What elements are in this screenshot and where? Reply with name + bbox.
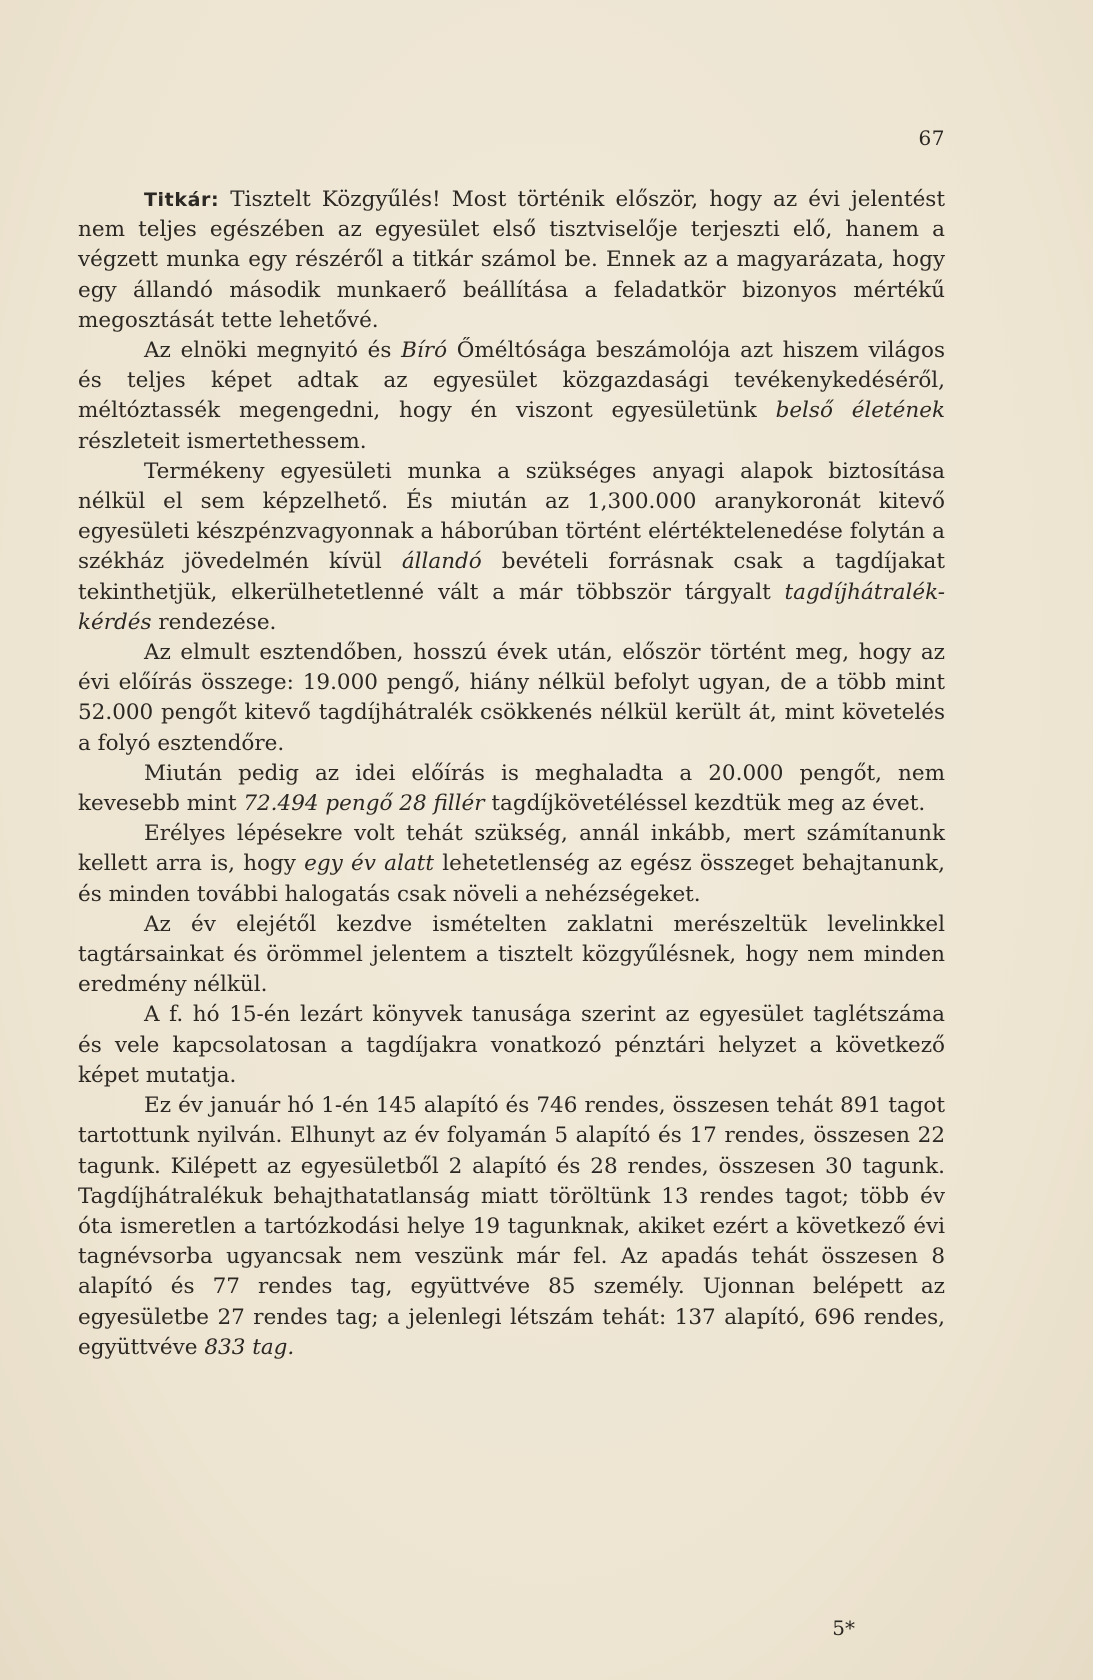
paragraph-text: A f. hó 15-én lezárt könyvek tanusága szerint az egyesület taglétszáma és vele kapcsolatosan a tagdíjakra vonatkozó pénztári helyzet a következő képet mutatja. — [78, 1002, 945, 1088]
paragraph — [78, 1000, 945, 1091]
paragraph-text: lehetetlenség az egész összeget behajtanunk, és minden további halogatás csak növeli a nehézségeket. — [78, 851, 945, 907]
paragraph-text: Őméltósága beszámolója azt hiszem világos és teljes képet adtak az egyesület közgazdasági tevékenykedéséről, méltóztassék megengedni, hogy én viszont egyesületünk — [78, 338, 945, 424]
paragraph — [78, 185, 945, 336]
paragraph — [78, 638, 945, 759]
emphasis-text: 833 tag. — [204, 1334, 295, 1360]
paragraph-text: részleteit ismertethessem. — [78, 428, 367, 454]
paragraph-text: Az elmult esztendőben, hosszú évek után, először történt meg, hogy az évi előírás összege: 19.000 pengő, hiány nélkül befolyt ugyan, de a több mint 52.000 pengőt kitevő tagdíjhátralék csökkenés nélkül került át, mint követelés a folyó esztendőre. — [78, 640, 945, 756]
emphasis-text: tagdíjhátralék-kérdés — [78, 579, 945, 635]
paragraph-text: Miután pedig az idei előírás is meghaladta a 20.000 pengőt, nem kevesebb mint — [78, 760, 945, 817]
emphasis-text: egy év alatt — [304, 851, 434, 877]
page-number: 67 — [918, 126, 945, 150]
paragraph-text: Ez év január hó 1-én 145 alapító és 746 rendes, összesen tehát 891 tagot tartottunk nyilván. Elhunyt az év folyamán 5 alapító és 17 rendes, összesen 22 tagunk. Kilépett az egyesületből 2 alapító és 28 rendes, összesen 30 tagunk. Tagdíjhátralékuk behajthatatlanság miatt töröltünk 13 rendes tagot; több év óta ismeretlen a tartózkodási helye 19 tagunknak, akiket ezért a következő évi tagnévsorba ugyancsak nem veszünk már fel. Az apadás tehát összesen 8 alapító és 77 rendes tag, együttvéve 85 személy. Ujonnan belépett az egyesületbe 27 rendes tag; a jelenlegi létszám tehát: 137 alapító, 696 rendes, együttvéve — [78, 1093, 945, 1360]
paragraph-text: Tisztelt Közgyűlés! Most történik először, hogy az évi jelentést nem teljes egészében az egyesület első tisztviselője terjeszti elő, hanem a végzett munka egy részéről a titkár számol be. Ennek az a magyarázata, hogy egy állandó második munkaerő beállítása a feladatkör bizonyos mértékű megosztását tette lehetővé. — [78, 187, 945, 333]
signature-mark: 5* — [832, 1616, 855, 1640]
paragraph — [78, 457, 945, 638]
paragraph-text: bevételi forrásnak csak a tagdíjakat tekinthetjük, elkerülhetetlenné vált a már többször tárgyalt — [78, 549, 946, 605]
paragraph — [78, 910, 945, 1001]
paragraph-text: tagdíjkövetéléssel kezdtük meg az évet. — [484, 791, 926, 817]
paragraph — [78, 759, 945, 819]
paragraph-text: Az év elejétől kezdve ismételten zaklatni merészeltük levelinkkel tagtársainkat és örömmel jelentem a tisztelt közgyűlésnek, hogy nem minden eredmény nélkül. — [78, 911, 945, 998]
emphasis-text: belső életének — [775, 398, 945, 424]
emphasis-text: 72.494 pengő 28 fillér — [243, 791, 485, 817]
paragraph-text: rendezése. — [151, 609, 277, 635]
emphasis-text: állandó — [401, 549, 482, 575]
paragraph — [78, 819, 945, 910]
emphasis-text: Bíró — [401, 338, 448, 364]
speaker-label: Titkár: — [144, 189, 220, 211]
paragraph-text: Termékeny egyesületi munka a szükséges anyagi alapok biztosítása nélkül el sem képzelhető. És miután az 1,300.000 aranykoronát kitevő egyesületi készpénzvagyonnak a háborúban történt elértéktelenedése folytán a székház jövedelmén kívül — [78, 458, 945, 575]
paragraph-text: Erélyes lépésekre volt tehát szükség, annál inkább, mert számítanunk kellett arra is, hogy — [78, 821, 945, 877]
paragraph-text: Az elnöki megnyitó és — [144, 338, 402, 364]
paragraph — [78, 1091, 945, 1363]
body-text — [78, 185, 945, 1363]
paragraph — [78, 336, 945, 457]
